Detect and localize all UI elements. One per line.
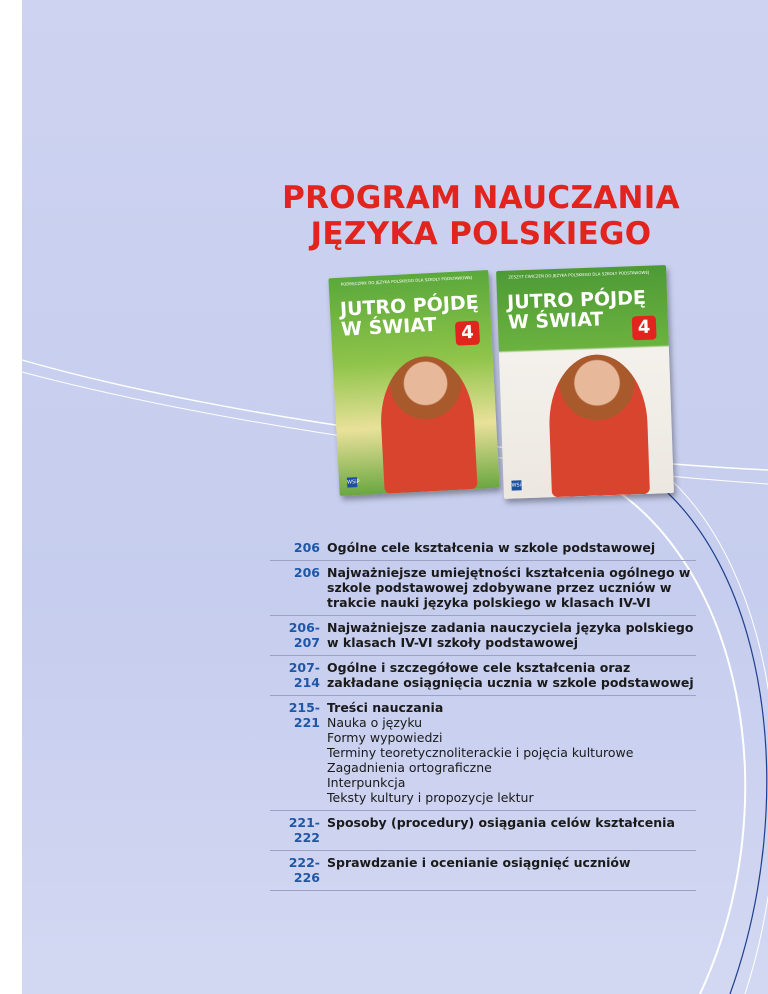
toc-subentry: Zagadnienia ortograficzne xyxy=(327,760,492,775)
toc-page-range: 221-222 xyxy=(288,815,320,845)
toc-row xyxy=(270,656,696,696)
publisher-logo: WSiP xyxy=(511,482,525,489)
toc-subentry: Nauka o języku xyxy=(327,715,423,730)
toc-entry-title: Sprawdzanie i ocenianie osiągnięć uczniów xyxy=(327,855,631,870)
table-of-contents xyxy=(270,536,696,891)
toc-entry xyxy=(327,565,696,610)
toc-entry xyxy=(327,660,696,690)
toc-subentry: Formy wypowiedzi xyxy=(327,730,443,745)
toc-row xyxy=(270,561,696,616)
toc-page-range: 215-221 xyxy=(288,700,320,730)
toc-entry-title: Ogólne i szczegółowe cele kształcenia oraz zakładane osiągnięcia ucznia w szkole podstawowej xyxy=(327,660,694,690)
toc-subentry: Terminy teoretycznoliterackie i pojęcia kulturowe xyxy=(327,745,634,760)
toc-page-range: 207-214 xyxy=(288,660,320,690)
toc-entry xyxy=(327,855,696,885)
book-grade-badge: 4 xyxy=(455,321,480,346)
workbook-cover xyxy=(496,265,674,499)
publisher-logo: WSiP xyxy=(346,478,360,486)
toc-page-range: 206-207 xyxy=(288,620,320,650)
cover-illustration xyxy=(377,354,477,494)
toc-row xyxy=(270,811,696,851)
toc-entry-title: Treści nauczania xyxy=(327,700,444,715)
page-title xyxy=(246,180,716,252)
toc-subentry: Teksty kultury i propozycje lektur xyxy=(327,790,534,805)
toc-entry xyxy=(327,540,696,555)
toc-page-range: 206 xyxy=(293,540,320,555)
toc-entry-title: Ogólne cele kształcenia w szkole podstawowej xyxy=(327,540,656,555)
toc-entry xyxy=(327,700,696,805)
book-title: JUTRO PÓJDĘ W ŚWIAT xyxy=(506,286,647,334)
toc-entry-title: Sposoby (procedury) osiągania celów kształcenia xyxy=(327,815,675,830)
toc-subentry: Interpunkcja xyxy=(327,775,406,790)
toc-page-range: 206 xyxy=(293,565,320,580)
toc-entry xyxy=(327,815,696,845)
title-line-1: PROGRAM NAUCZANIA xyxy=(282,180,680,216)
book-series-label: ZESZYT ĆWICZEŃ DO JĘZYKA POLSKIEGO DLA SZKOŁY PODSTAWOWEJ xyxy=(508,269,650,280)
book-covers xyxy=(330,268,670,508)
textbook-cover xyxy=(328,270,499,496)
toc-row xyxy=(270,851,696,891)
toc-entry xyxy=(327,620,696,650)
book-series-label: PODRĘCZNIK DO JĘZYKA POLSKIEGO DLA SZKOŁY PODSTAWOWEJ xyxy=(340,274,473,287)
book-grade-badge: 4 xyxy=(632,315,657,340)
cover-illustration xyxy=(547,353,650,498)
title-line-2: JĘZYKA POLSKIEGO xyxy=(310,216,652,252)
toc-entry-title: Najważniejsze zadania nauczyciela języka polskiego w klasach IV-VI szkoły podstawowej xyxy=(327,620,694,650)
toc-row xyxy=(270,696,696,811)
toc-page-range: 222-226 xyxy=(288,855,320,885)
toc-row xyxy=(270,616,696,656)
toc-entry-title: Najważniejsze umiejętności kształcenia ogólnego w szkole podstawowej zdobywane przez uczniów w trakcie nauki języka polskiego w klasach IV-VI xyxy=(327,565,691,610)
toc-row xyxy=(270,536,696,561)
book-title: JUTRO PÓJDĘ W ŚWIAT xyxy=(339,291,480,341)
